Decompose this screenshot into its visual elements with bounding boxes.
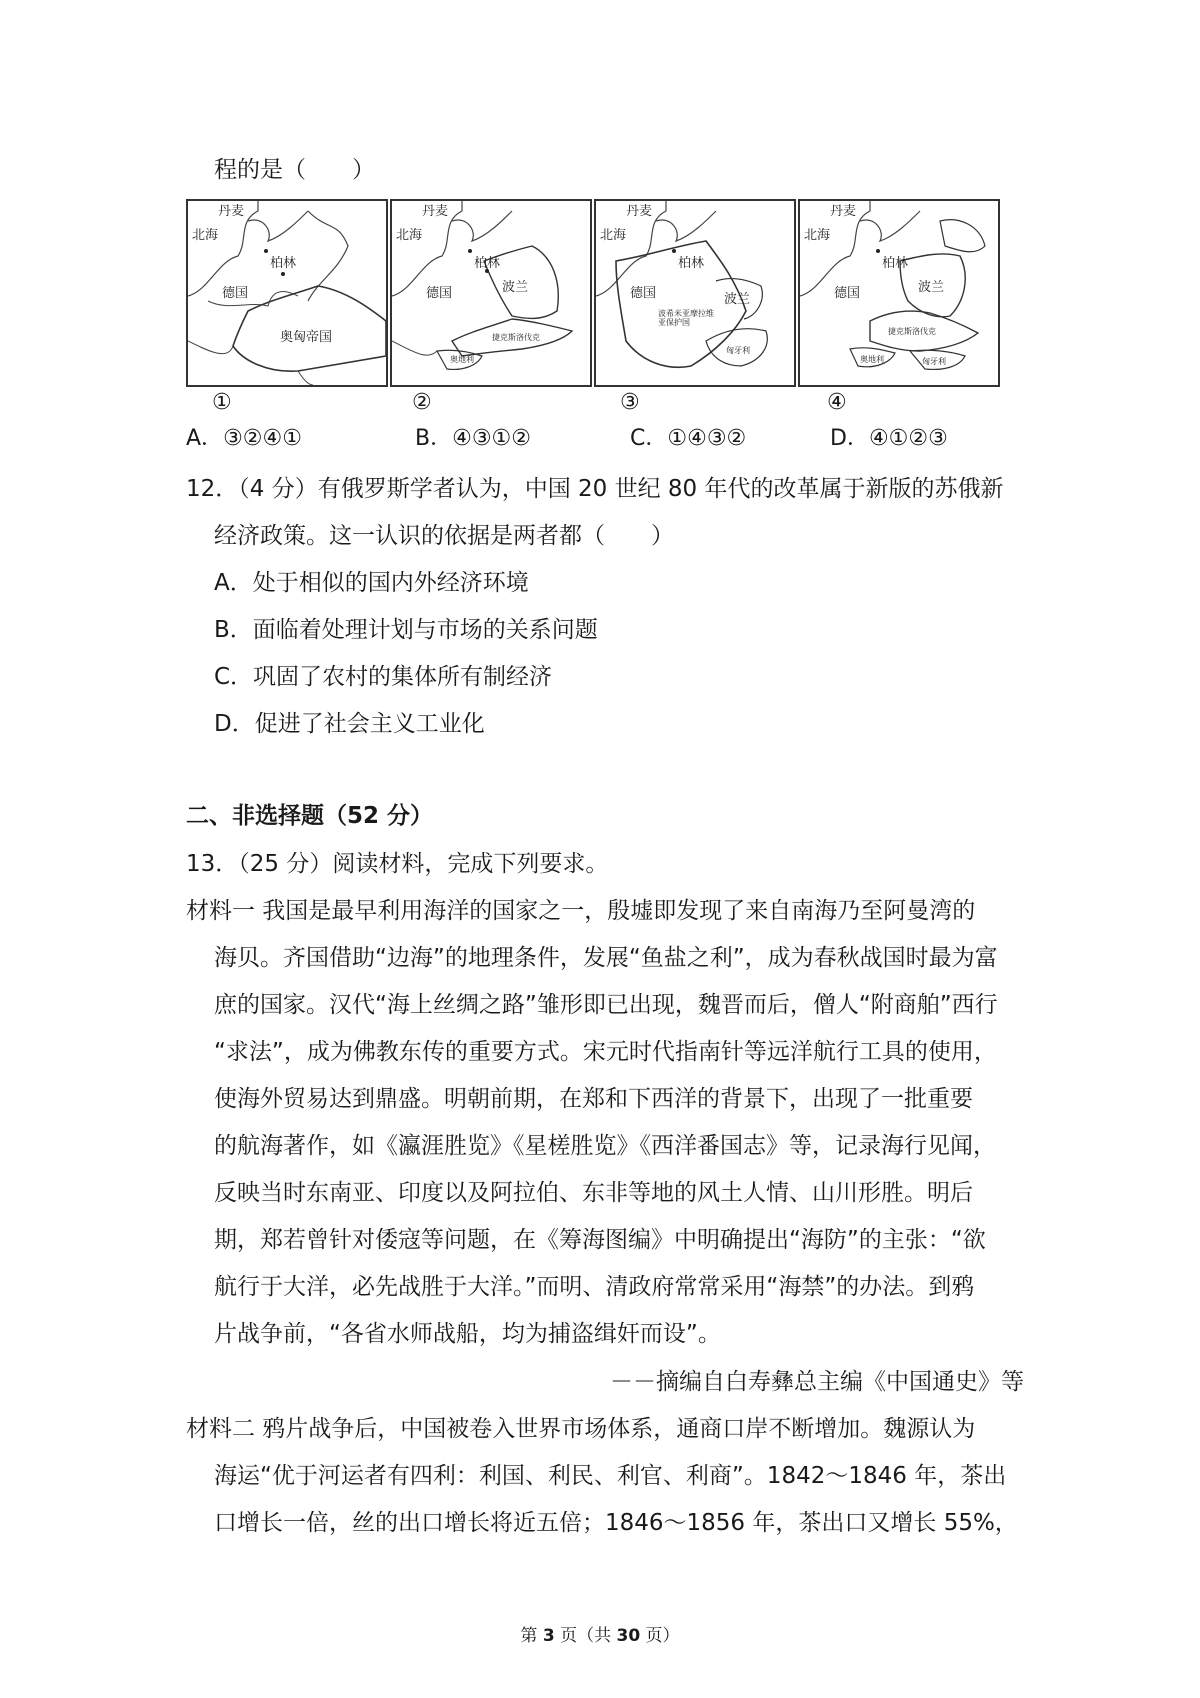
- material-1-line: 材料一 我国是最早利用海洋的国家之一，殷墟即发现了来自南海乃至阿曼湾的: [186, 898, 976, 924]
- q11-stem-tail: 程的是（ ）: [214, 157, 375, 183]
- q12-line-2: 经济政策。这一认识的依据是两者都（ ）: [214, 523, 674, 549]
- q11-map-set: [186, 199, 1000, 385]
- map-4: [798, 199, 1000, 387]
- material-1-line: 使海外贸易达到鼎盛。明朝前期，在郑和下西洋的背景下，出现了一批重要: [214, 1086, 973, 1112]
- label-deguo: 德国: [630, 286, 657, 301]
- label-xiongyali: 匈牙利: [726, 346, 750, 355]
- map-3: [594, 199, 796, 387]
- label-danmai: 丹麦: [218, 204, 245, 219]
- q12-option-c: C．巩固了农村的集体所有制经济: [214, 664, 553, 690]
- option-text: ④①②③: [868, 426, 948, 451]
- material-1-line: 海贝。齐国借助“边海”的地理条件，发展“鱼盐之利”，成为春秋战国时最为富: [214, 945, 998, 971]
- map-number-4: ④: [827, 390, 847, 415]
- material-1-line: 片战争前，“各省水师战船，均为捕盗缉奸而设”。: [214, 1321, 721, 1347]
- map-2: [390, 199, 592, 387]
- label-czech: 捷克斯洛伐克: [888, 327, 936, 336]
- label-danmai: 丹麦: [626, 204, 653, 219]
- section-2-heading: 二、非选择题（52 分）: [186, 803, 434, 829]
- label-bolan: 波兰: [918, 280, 945, 295]
- label-bolin: 柏林: [678, 256, 705, 271]
- label-aodili: 奥地利: [860, 355, 884, 364]
- option-letter: D．: [830, 426, 869, 451]
- label-bolin: 柏林: [270, 256, 297, 271]
- q11-option-c: [630, 424, 746, 454]
- label-xiongyali: 匈牙利: [922, 357, 946, 366]
- material-1-line: “求法”，成为佛教东传的重要方式。宋元时代指南针等远洋航行工具的使用，: [214, 1039, 997, 1065]
- material-1-line: 航行于大洋，必先战胜于大洋。”而明、清政府常常采用“海禁”的办法。到鸦: [214, 1274, 975, 1300]
- label-beihai: 北海: [600, 228, 627, 243]
- label-beihai: 北海: [804, 228, 831, 243]
- label-deguo: 德国: [426, 286, 453, 301]
- q13-stem: 13．（25 分）阅读材料，完成下列要求。: [186, 851, 609, 877]
- footer-prefix: 第: [520, 1626, 543, 1646]
- label-bolin: 柏林: [474, 256, 501, 271]
- label-deguo: 德国: [222, 286, 249, 301]
- q12-option-d: D．促进了社会主义工业化: [214, 711, 485, 737]
- label-empire: 奥匈帝国: [280, 330, 333, 345]
- map-number-2: ②: [412, 390, 432, 415]
- label-beihai: 北海: [396, 228, 423, 243]
- material-1-line: 的航海著作，如《瀛涯胜览》《星槎胜览》《西洋番国志》等，记录海行见闻，: [214, 1133, 996, 1159]
- material-2-line: 口增长一倍，丝的出口增长将近五倍；1846～1856 年，茶出口又增长 55%，: [214, 1510, 1018, 1536]
- label-bolin: 柏林: [882, 256, 909, 271]
- map-1: [186, 199, 388, 387]
- label-bolan: 波兰: [502, 280, 529, 295]
- label-czech: 捷克斯洛伐克: [492, 333, 540, 342]
- map-number-3: ③: [620, 390, 640, 415]
- label-beihai: 北海: [192, 228, 219, 243]
- option-text: ③②④①: [223, 426, 302, 451]
- option-letter: B．: [415, 426, 453, 451]
- page-footer: [0, 1625, 1200, 1647]
- label-danmai: 丹麦: [830, 204, 857, 219]
- option-text: ④③①②: [452, 426, 531, 451]
- label-aodili: 奥地利: [450, 355, 474, 364]
- label-deguo: 德国: [834, 286, 861, 301]
- footer-suffix: 页）: [640, 1626, 680, 1646]
- label-protectorate: 波希米亚摩拉维亚保护国: [658, 309, 714, 327]
- footer-page: 3: [542, 1626, 555, 1646]
- footer-total: 30: [616, 1626, 641, 1646]
- option-letter: A．: [186, 426, 224, 451]
- q12-line-1: 12．（4 分）有俄罗斯学者认为，中国 20 世纪 80 年代的改革属于新版的苏俄新: [186, 476, 1004, 502]
- q11-option-a: [186, 424, 302, 454]
- material-1-line: 期，郑若曾针对倭寇等问题，在《筹海图编》中明确提出“海防”的主张：“欲: [214, 1227, 986, 1253]
- label-bolan: 波兰: [724, 292, 751, 307]
- option-text: ①④③②: [667, 426, 747, 451]
- q11-option-b: [415, 424, 531, 454]
- material-1-line: 反映当时东南亚、印度以及阿拉伯、东非等地的风土人情、山川形胜。明后: [214, 1180, 973, 1206]
- label-danmai: 丹麦: [422, 204, 449, 219]
- map-number-1: ①: [212, 390, 232, 415]
- material-2-line: 材料二 鸦片战争后，中国被卷入世界市场体系，通商口岸不断增加。魏源认为: [186, 1416, 976, 1442]
- material-1-line: 庶的国家。汉代“海上丝绸之路”雏形即已出现，魏晋而后，僧人“附商舶”西行: [214, 992, 998, 1018]
- material-1-source: －－摘编自白寿彝总主编《中国通史》等: [610, 1369, 1024, 1395]
- option-letter: C．: [630, 426, 668, 451]
- footer-middle: 页（共: [554, 1626, 617, 1646]
- material-2-line: 海运“优于河运者有四利：利国、利民、利官、利商”。1842～1846 年，茶出: [214, 1463, 1007, 1489]
- q11-option-d: [830, 424, 948, 454]
- q12-option-a: A．处于相似的国内外经济环境: [214, 570, 529, 596]
- q12-option-b: B．面临着处理计划与市场的关系问题: [214, 617, 598, 643]
